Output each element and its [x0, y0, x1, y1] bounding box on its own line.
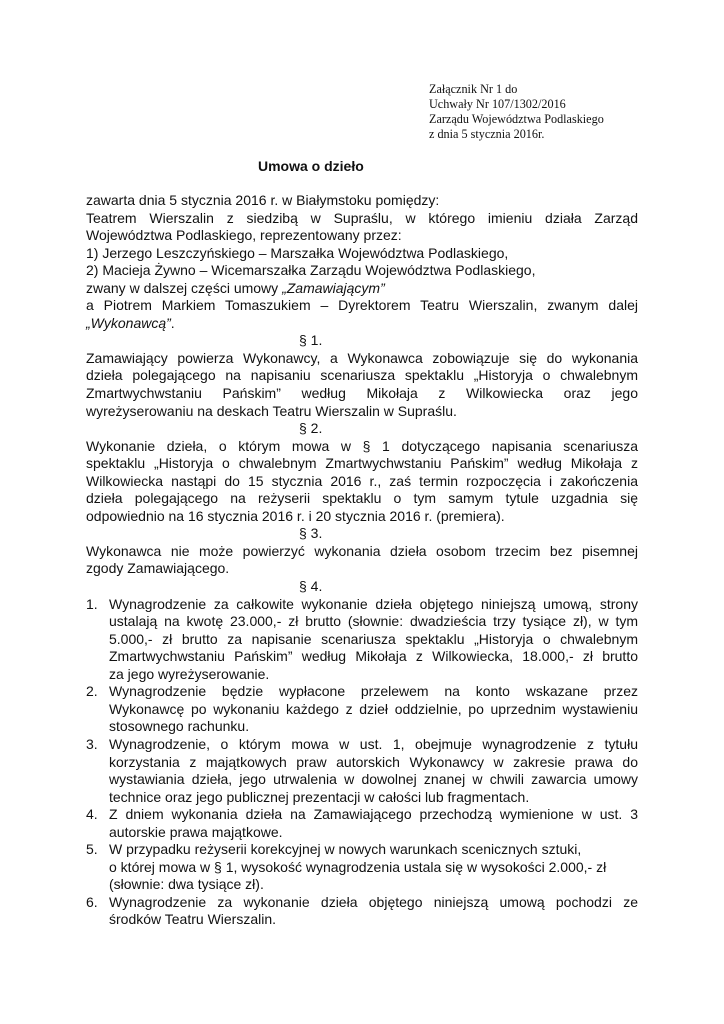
attachment-line: z dnia 5 stycznia 2016r. [429, 127, 545, 141]
section-heading-2: § 2. [299, 420, 323, 437]
list-item-number: 5. [86, 841, 98, 858]
section-line: zgody Zamawiającego. [86, 560, 230, 577]
list-item-line: W przypadku reżyserii korekcyjnej w nowych warunkach scenicznych sztuki, [109, 841, 582, 858]
intro-line-italic [86, 280, 638, 298]
list-item-line: ustalają na kwotę 23.000,- zł brutto (słownie: dwadzieścia trzy tysiące zł), w tym [109, 613, 638, 630]
quoted-party-name: „Zamawiającym” [282, 279, 385, 296]
section-1-paragraph [86, 350, 638, 420]
section-line: Zamawiający powierza Wykonawcy, a Wykonawca zobowiązuje się do wykonania [86, 349, 638, 366]
list-item [86, 683, 638, 736]
intro-line: a Piotrem Markiem Tomaszukiem – Dyrektorem Teatru Wierszalin, zwanym dalej [86, 297, 638, 314]
list-item-line: Wykonawcę po wykonaniu każdego z dzieł oddzielnie, po uprzednim wystawieniu [109, 700, 638, 717]
section-4-list [86, 596, 638, 929]
list-item-line: Zmartwychwstaniu Pańskim” według Mikołaja z Wilkowiecka, 18.000,- zł brutto [109, 648, 638, 665]
intro-line: 1) Jerzego Leszczyńskiego – Marszałka Województwa Podlaskiego, [86, 244, 509, 261]
section-heading-3: § 3. [299, 525, 323, 542]
section-line: spektaklu „Historyja o chwalebnym Zmartwychwstaniu Pańskim” według Mikołaja z [86, 455, 638, 472]
attachment-line: Uchwały Nr 107/1302/2016 [429, 97, 566, 111]
document-body [86, 192, 638, 929]
section-line: odpowiednio na 16 stycznia 2016 r. i 20 stycznia 2016 r. (premiera). [86, 507, 505, 524]
list-item-line: Wynagrodzenie za wykonanie dzieła objętego niniejszą umową pochodzi ze [109, 893, 638, 910]
intro-line: 2) Macieja Żywno – Wicemarszałka Zarządu Województwa Podlaskiego, [86, 262, 536, 279]
intro-line: Teatrem Wierszalin z siedzibą w Supraślu, w którego imieniu działa Zarząd [86, 209, 638, 226]
quoted-party-name: „Wykonawcą” [86, 314, 171, 331]
list-item-line: Wynagrodzenie, o którym mowa w ust. 1, obejmuje wynagrodzenie z tytułu [109, 735, 638, 752]
list-item-number: 4. [86, 806, 98, 823]
section-line: Wykonanie dzieła, o którym mowa w § 1 dotyczącego napisania scenariusza [86, 437, 638, 454]
list-item-number: 3. [86, 735, 98, 752]
list-item-line: Wynagrodzenie będzie wypłacone przelewem na konto wskazane przez [109, 683, 638, 700]
list-item-line: autorskie prawa majątkowe. [109, 823, 283, 840]
intro-line: „Wykonawcą”. [86, 314, 175, 331]
list-item-number: 6. [86, 893, 98, 910]
list-item [86, 596, 638, 684]
list-item-line: o której mowa w § 1, wysokość wynagrodzenia ustala się w wysokości 2.000,- zł [109, 858, 607, 875]
list-item-number: 2. [86, 683, 98, 700]
list-item-line: stosownego rachunku. [109, 718, 250, 735]
document-title: Umowa o dzieło [258, 158, 364, 174]
list-item-line: 5.000,- zł brutto za napisanie scenariusza spektaklu „Historyja o chwalebnym [109, 630, 638, 647]
section-3-paragraph [86, 543, 638, 578]
section-line: dzieła polegającego na napisaniu scenariusza spektaklu „Historyja o chwalebnym [86, 367, 638, 384]
intro-line: zawarta dnia 5 stycznia 2016 r. w Białymstoku pomiędzy: [86, 192, 440, 208]
list-item-line: (słownie: dwa tysiące zł). [109, 876, 264, 893]
list-item [86, 841, 638, 894]
section-line: Zmartwychwstaniu Pańskim” według Mikołaja z Wilkowiecka oraz jego [86, 385, 638, 402]
attachment-note [429, 82, 689, 142]
list-item-line: wystawiania dzieła, jego utrwalenia w dowolnej znanej w chwili zawarcia umowy [109, 771, 638, 788]
section-heading-1: § 1. [299, 332, 323, 349]
section-line: dzieła polegającego na reżyserii spektaklu o tym samym tytule uzgadnia się [86, 490, 638, 507]
list-item-line: korzystania z majątkowych praw autorskich Wykonawcy w zakresie prawa do [109, 753, 638, 770]
list-item-number: 1. [86, 595, 98, 612]
section-line: wyreżyserowaniu na deskach Teatru Wierszalin w Supraślu. [86, 402, 457, 419]
section-line: Wilkowiecka nastąpi do 15 stycznia 2016 r., zaś termin rozpoczęcia i zakończenia [86, 472, 638, 489]
section-heading-4: § 4. [299, 578, 323, 595]
intro-line: Województwa Podlaskiego, reprezentowany przez: [86, 227, 402, 244]
attachment-line: Załącznik Nr 1 do [429, 82, 518, 96]
list-item-line: Wynagrodzenie za całkowite wykonanie dzieła objętego niniejszą umową, strony [109, 595, 638, 612]
list-item-line: za jego wyreżyserowanie. [109, 665, 270, 682]
list-item [86, 736, 638, 806]
list-item-line: środków Teatru Wierszalin. [109, 911, 277, 928]
list-item [86, 806, 638, 841]
list-item-line: technice oraz jego publicznej prezentacji w całości lub fragmentach. [109, 788, 530, 805]
section-2-paragraph [86, 438, 638, 526]
intro-line-text: zwany w dalszej części umowy „Zamawiającym” [86, 279, 385, 296]
list-item-line: Z dniem wykonania dzieła na Zamawiającego przechodzą wymienione w ust. 3 [109, 806, 638, 823]
intro-paragraph [86, 192, 638, 332]
list-item [86, 894, 638, 929]
section-line: Wykonawca nie może powierzyć wykonania dzieła osobom trzecim bez pisemnej [86, 542, 638, 559]
attachment-line: Zarządu Województwa Podlaskiego [429, 112, 604, 126]
